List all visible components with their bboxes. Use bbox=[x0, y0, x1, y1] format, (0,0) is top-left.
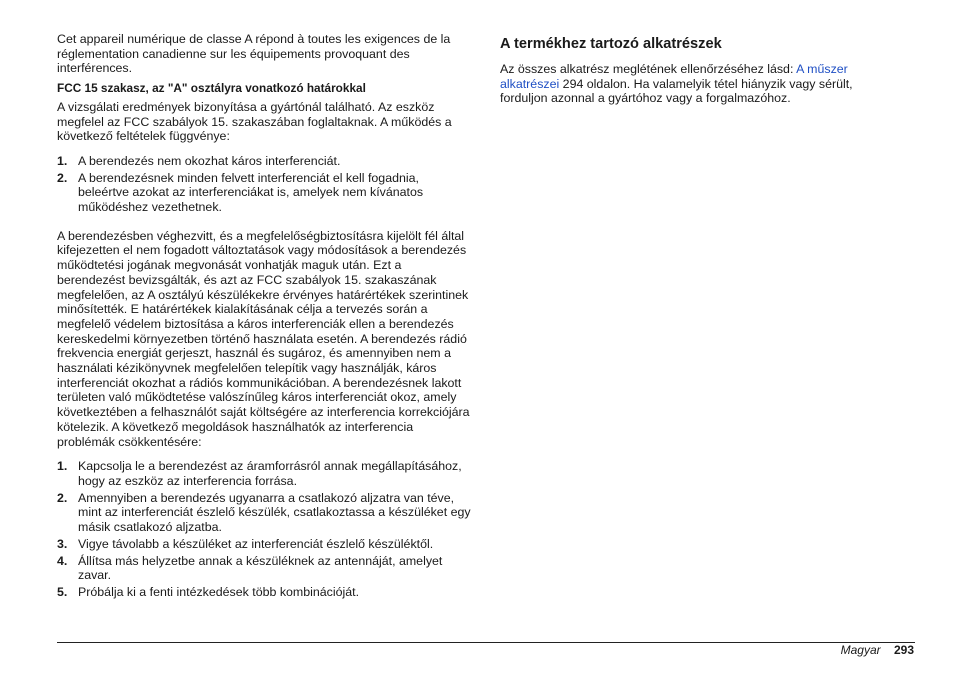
page-footer bbox=[841, 643, 914, 657]
intro-paragraph: Cet appareil numérique de classe A répond à toutes les exigences de la réglementation canadienne sur les équipements provoquant des interférences. bbox=[57, 32, 451, 76]
page-number: 293 bbox=[893, 643, 914, 657]
list-number: 2. bbox=[57, 490, 68, 505]
list-number: 4. bbox=[57, 553, 68, 568]
list-item bbox=[57, 459, 472, 488]
parts-paragraph bbox=[500, 62, 900, 106]
footer-divider bbox=[57, 642, 915, 643]
list-item bbox=[57, 554, 472, 583]
right-column bbox=[500, 32, 900, 106]
conditions-list bbox=[57, 154, 472, 215]
solutions-list bbox=[57, 459, 472, 599]
list-text: A berendezésnek minden felvett interferenciát el kell fogadnia, beleértve azokat az interferenciákat is, amelyek nem kívánatos működéshez vezethetnek. bbox=[78, 170, 424, 215]
list-item bbox=[57, 585, 472, 600]
list-number: 1. bbox=[57, 459, 68, 474]
list-item bbox=[57, 491, 472, 535]
list-text: Amennyiben a berendezés ugyanarra a csatlakozó aljzatra van téve, mint az interferenciát észlelő készülék, csatlakoztassa a készüléket egy másik csatlakozó aljzatba. bbox=[78, 490, 471, 535]
fcc-paragraph: A vizsgálati eredmények bizonyítása a gyártónál található. Az eszköz megfelel az FCC szabályok 15. szakaszában foglaltaknak. A működés a következő feltételek függvénye: bbox=[57, 99, 452, 144]
list-item bbox=[57, 154, 472, 169]
list-number: 3. bbox=[57, 536, 68, 551]
list-text: Kapcsolja le a berendezést az áramforrásról annak megállapításához, hogy az eszköz az interferencia forrása. bbox=[78, 459, 462, 488]
interference-paragraph: A berendezésben véghezvitt, és a megfelelőségbiztosításra kijelölt fél által kifejezetten el nem fogadott változtatások vagy módosítások a berendezés működtetési jogának megvonását vonhatják maguk után. Ezt a berendezést bevizsgálták, és azt az FCC szabályok 15. szakaszának megfelelően, az A osztályú készülékekre érvényes határértékek szerintinek minősítették. E határértékek kialakításának célja a tervezés során a megfelelő védelem biztosítása a káros interferenciák ellen a berendezés kereskedelmi környezetben történő használata esetén. A berendezés rádió frekvencia energiát gerjeszt, használ és sugároz, és amennyiben nem a használati kézikönyvnek megfelelően telepítik vagy használják, káros interferenciát okozhat a rádiós kommunikációban. A berendezésnek lakott területen való működtetése valószínűleg káros interferenciát okoz, amely következtében a felhasználót saját költségére az interferencia korrekciójára kötelezik. A következő megoldások használhatók az interferencia problémák csökkentésére: bbox=[57, 228, 470, 449]
parts-text-before: Az összes alkatrész meglétének ellenőrzéséhez lásd: bbox=[500, 62, 797, 76]
parts-text-after: 294 oldalon. Ha valamelyik tétel hiányzik vagy sérült, forduljon azonnal a gyártóhoz vagy a forgalmazóhoz. bbox=[500, 76, 853, 106]
list-text: Vigye távolabb a készüléket az interferenciát észlelő készüléktől. bbox=[78, 536, 434, 551]
section-heading: A termékhez tartozó alkatrészek bbox=[500, 36, 722, 52]
list-text: Próbálja ki a fenti intézkedések több kombinációját. bbox=[78, 584, 360, 599]
parts-link[interactable]: A műszer alkatrészei bbox=[500, 62, 848, 91]
list-number: 5. bbox=[57, 584, 68, 599]
list-item bbox=[57, 537, 472, 552]
list-number: 2. bbox=[57, 170, 68, 185]
left-column bbox=[57, 32, 472, 614]
list-text: A berendezés nem okozhat káros interferenciát. bbox=[78, 153, 341, 168]
footer-language: Magyar bbox=[840, 643, 881, 657]
list-text: Állítsa más helyzetbe annak a készüléknek az antennáját, amelyet zavar. bbox=[78, 553, 443, 583]
list-item bbox=[57, 171, 472, 215]
fcc-heading: FCC 15 szakasz, az "A" osztályra vonatkozó határokkal bbox=[57, 81, 366, 96]
list-number: 1. bbox=[57, 153, 68, 168]
